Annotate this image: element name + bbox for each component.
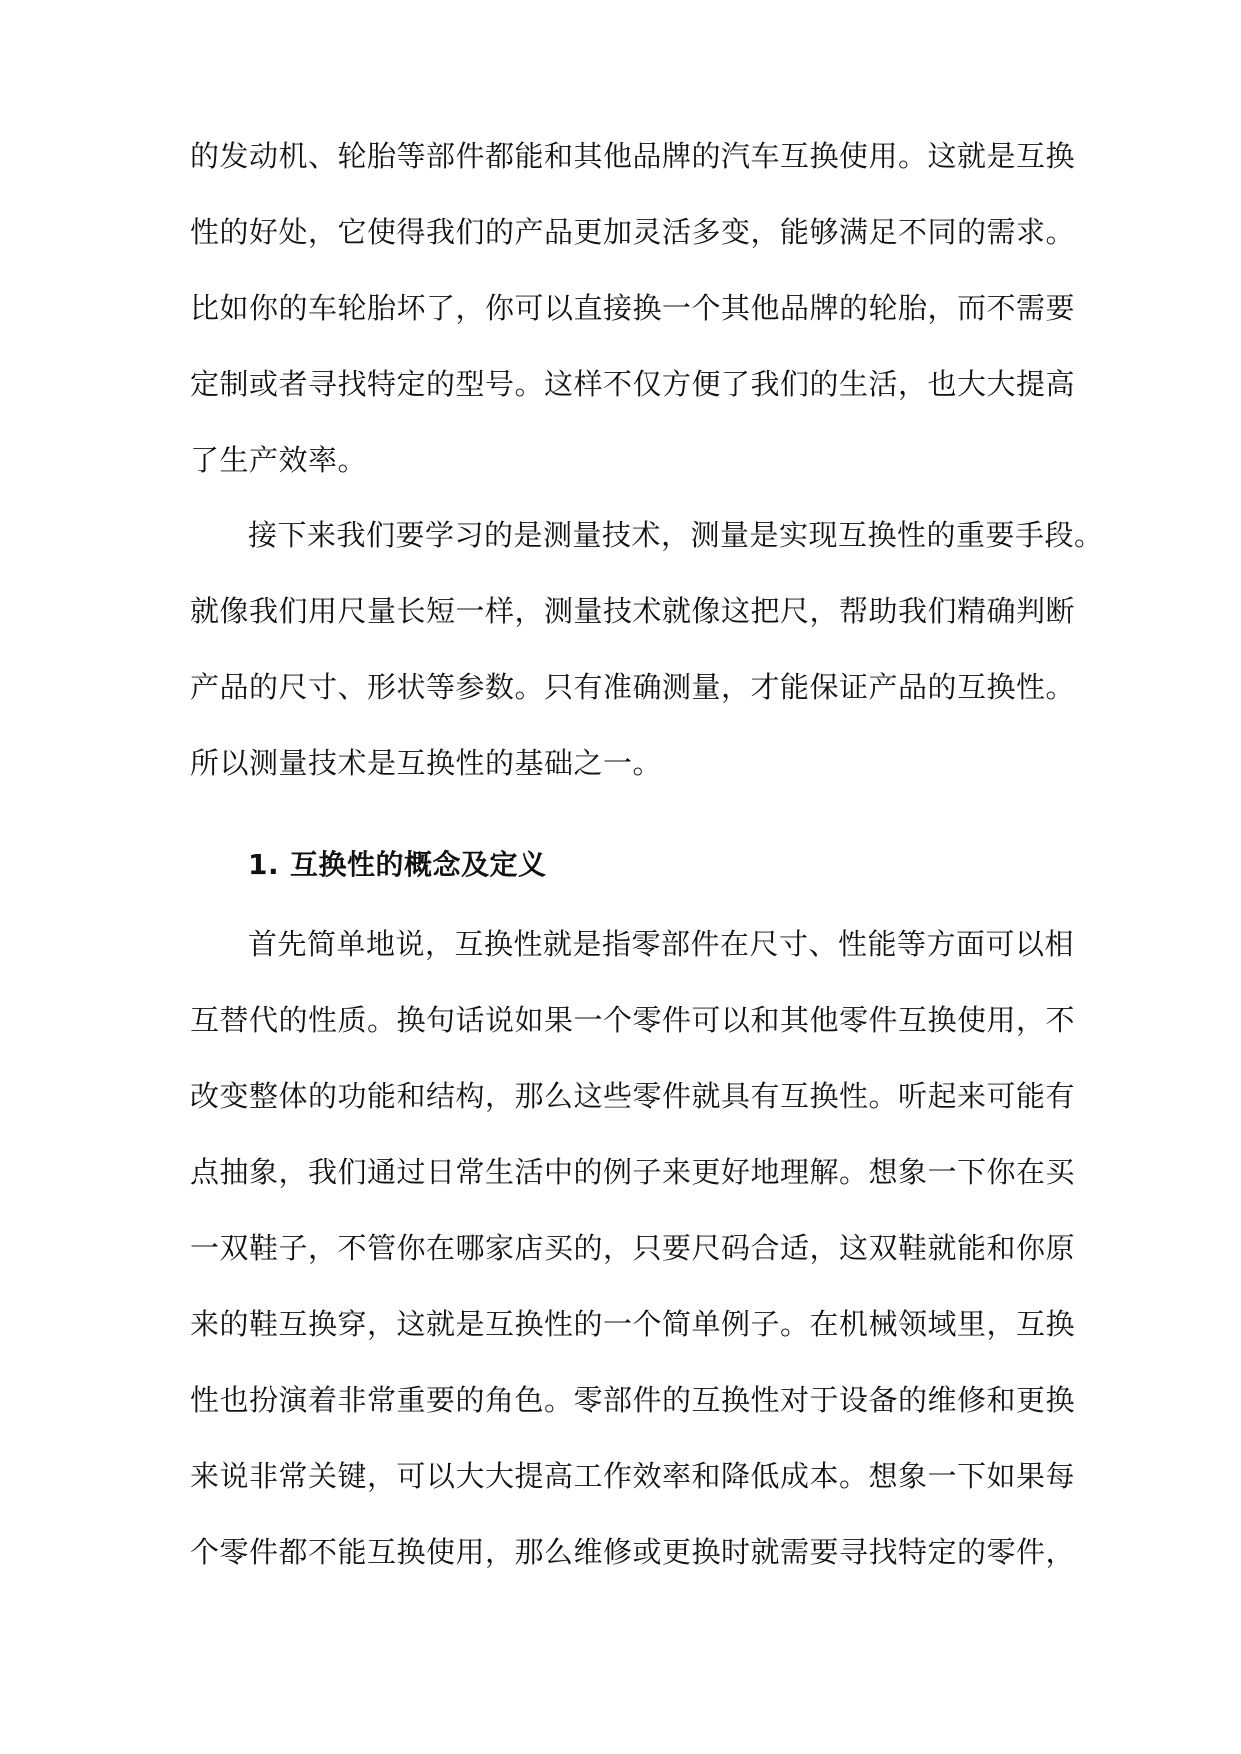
text-line: 首先简单地说，互换性就是指零部件在尺寸、性能等方面可以相 [248, 927, 1075, 961]
text-line: 接下来我们要学习的是测量技术，测量是实现互换性的重要手段。 [248, 518, 1104, 552]
text-line: 点抽象，我们通过日常生活中的例子来更好地理解。想象一下你在买 [190, 1155, 1076, 1189]
text-line: 定制或者寻找特定的型号。这样不仅方便了我们的生活，也大大提高 [190, 367, 1076, 401]
text-line: 所以测量技术是互换性的基础之一。 [190, 746, 663, 780]
section-title: 互换性的概念及定义 [290, 848, 547, 881]
text-line: 比如你的车轮胎坏了，你可以直接换一个其他品牌的轮胎，而不需要 [190, 291, 1076, 325]
text-line: 来说非常关键，可以大大提高工作效率和降低成本。想象一下如果每 [190, 1459, 1076, 1493]
text-line: 一双鞋子，不管你在哪家店买的，只要尺码合适，这双鞋就能和你原 [190, 1231, 1076, 1265]
text-line: 了生产效率。 [190, 443, 368, 477]
text-line: 的发动机、轮胎等部件都能和其他品牌的汽车互换使用。这就是互换 [190, 139, 1076, 173]
text-line: 产品的尺寸、形状等参数。只有准确测量，才能保证产品的互换性。 [190, 670, 1076, 704]
text-line: 性也扮演着非常重要的角色。零部件的互换性对于设备的维修和更换 [190, 1383, 1076, 1417]
text-line: 改变整体的功能和结构，那么这些零件就具有互换性。听起来可能有 [190, 1079, 1076, 1113]
text-line: 个零件都不能互换使用，那么维修或更换时就需要寻找特定的零件， [190, 1535, 1076, 1569]
text-line: 性的好处，它使得我们的产品更加灵活多变，能够满足不同的需求。 [190, 215, 1076, 249]
text-line: 互替代的性质。换句话说如果一个零件可以和其他零件互换使用，不 [190, 1003, 1076, 1037]
section-number: 1. [248, 848, 280, 881]
text-line: 就像我们用尺量长短一样，测量技术就像这把尺，帮助我们精确判断 [190, 594, 1076, 628]
section-heading [248, 845, 1118, 885]
text-line: 来的鞋互换穿，这就是互换性的一个简单例子。在机械领域里，互换 [190, 1307, 1076, 1341]
